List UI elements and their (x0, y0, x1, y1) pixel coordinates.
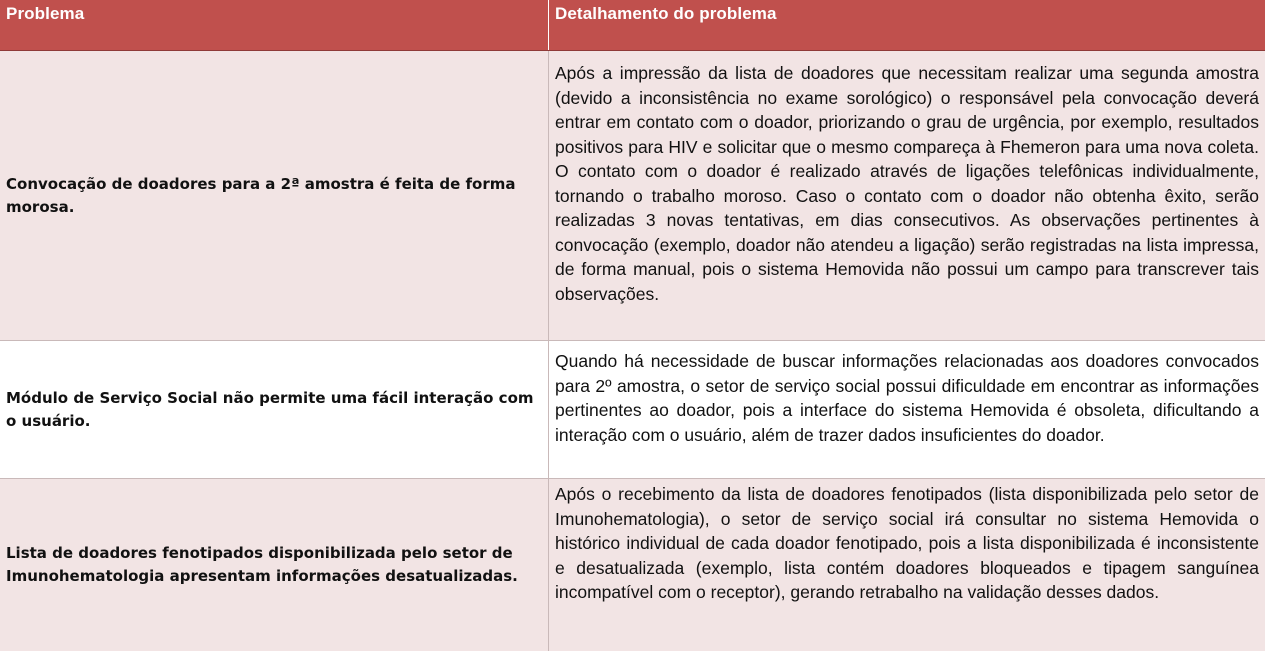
problem-cell: Convocação de doadores para a 2ª amostra é feita de forma morosa. (0, 51, 549, 340)
header-detail: Detalhamento do problema (555, 4, 777, 23)
problem-cell: Lista de doadores fenotipados disponibilizada pelo setor de Imunohematologia apresentam informações desatualizadas. (0, 479, 549, 651)
table-row (0, 341, 1265, 479)
detail-cell: Quando há necessidade de buscar informações relacionadas aos doadores convocados para 2º amostra, o setor de serviço social possui dificuldade em encontrar as informações pertinentes ao doador, pois a interface do sistema Hemovida é obsoleta, dificultando a interação com o usuário, além de trazer dados insuficientes do doador. (555, 351, 1259, 445)
detail-cell: Após o recebimento da lista de doadores fenotipados (lista disponibilizada pelo setor de Imunohematologia), o setor de serviço social irá consultar no sistema Hemovida o histórico individual de cada doador fenotipado, pois a lista disponibilizada é inconsistente e desatualizada (exemplo, lista contém doadores bloqueados e tipagem sanguínea incompatível com o receptor), gerando retrabalho na validação desses dados. (555, 484, 1259, 602)
detail-cell: Após a impressão da lista de doadores que necessitam realizar uma segunda amostra (devido a inconsistência no exame sorológico) o responsável pela convocação deverá entrar em contato com o doador, priorizando o grau de urgência, por exemplo, resultados positivos para HIV e solicitar que o mesmo compareça à Fhemeron para uma nova coleta. O contato com o doador é realizado através de ligações telefônicas individualmente, tornando o trabalho moroso. Caso o contato com o doador não obtenha êxito, serão realizadas 3 novas tentativas, em dias consecutivos. As observações pertinentes à convocação (exemplo, doador não atendeu a ligação) serão registradas na lista impressa, de forma manual, pois o sistema Hemovida não possui um campo para transcrever tais observações. (555, 63, 1259, 304)
table-header (0, 0, 1265, 51)
header-problem: Problema (0, 0, 549, 50)
table-row (0, 479, 1265, 651)
problem-cell: Módulo de Serviço Social não permite uma fácil interação com o usuário. (0, 341, 549, 478)
table-row (0, 51, 1265, 341)
